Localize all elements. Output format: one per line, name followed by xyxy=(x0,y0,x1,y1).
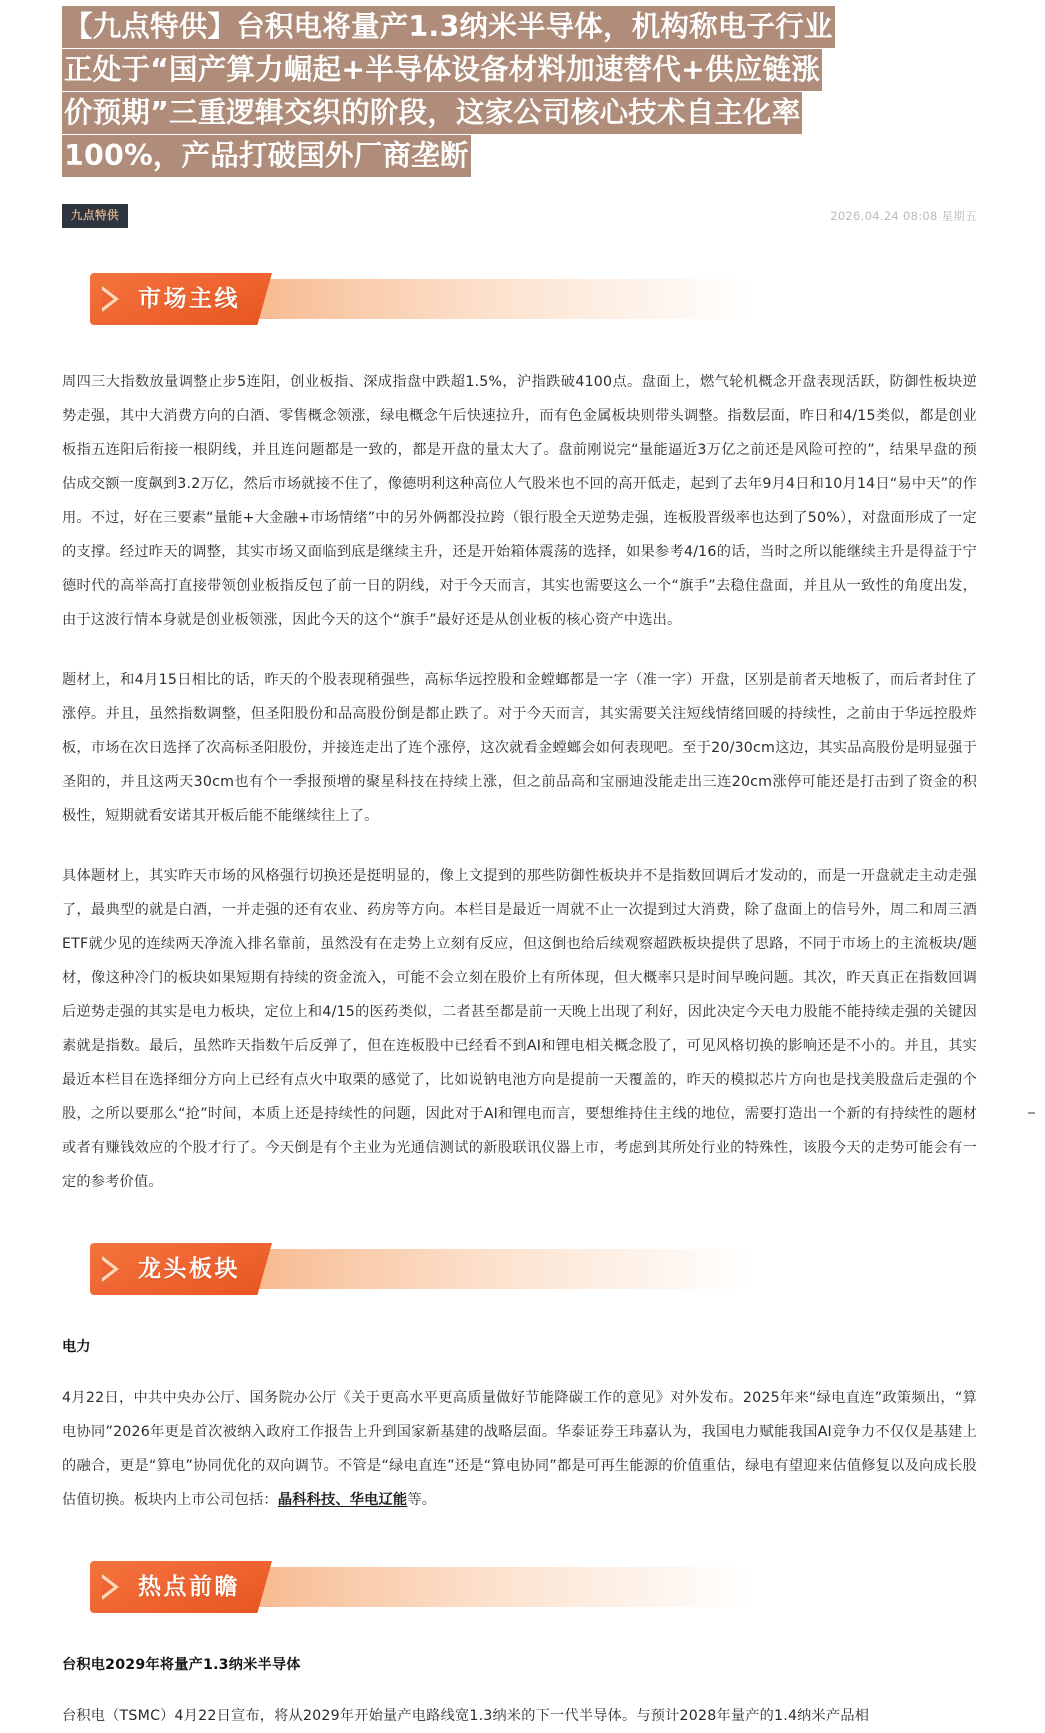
subsection-title: 台积电2029年将量产1.3纳米半导体 xyxy=(62,1657,301,1673)
spacer xyxy=(0,1295,1045,1335)
spacer xyxy=(0,1199,1045,1243)
paragraph-text-tail: 等。 xyxy=(407,1492,437,1508)
section-title: 热点前瞻 xyxy=(138,1574,240,1600)
stock-link[interactable]: 晶科科技、华电辽能 xyxy=(277,1492,408,1508)
spacer xyxy=(0,1613,1045,1653)
paragraph: 题材上，和4月15日相比的话，昨天的个股表现稍强些，高标华远控股和金螳螂都是一字（准一字）开盘，区别是前者天地板了，而后者封住了涨停。并且，虽然指数调整，但圣阳股份和品高股份倒是都止跌了。对于今天而言，其实需要关注短线情绪回暖的持续性，之前由于华远控股炸板，市场在次日选择了次高标圣阳股份，并接连走出了连个涨停，这次就看金螳螂会如何表现吧。至于20/30cm这边，其实品高股份是明显强于圣阳的，并且这两天30cm也有个一季报预增的聚星科技在持续上涨，但之前品高和宝丽迪没能走出三连20cm涨停可能还是打击到了资金的积极性，短期就看安诺其开板后能不能继续往上了。 xyxy=(62,672,977,824)
chevron-right-icon xyxy=(102,286,119,312)
scroll-position-tick[interactable] xyxy=(1028,1112,1035,1114)
section-title: 市场主线 xyxy=(138,286,240,312)
section-title: 龙头板块 xyxy=(138,1256,240,1282)
title-line: 正处于“国产算力崛起+半导体设备材料加速替代+供应链涨 xyxy=(62,49,822,91)
paragraph: 具体题材上，其实昨天市场的风格强行切换还是挺明显的，像上文提到的那些防御性板块并不是指数回调后才发动的，而是一开盘就走主动走强了，最典型的就是白酒，一并走强的还有农业、药房等方向。本栏目是最近一周就不止一次提到过大消费，除了盘面上的信号外，周二和周三酒ETF就少见的连续两天净流入排名靠前，虽然没有在走势上立刻有反应，但这倒也给后续观察超跌板块提供了思路，不同于市场上的主流板块/题材，像这种冷门的板块如果短期有持续的资金流入，可能不会立刻在股价上有所体现，但大概率只是时间早晚问题。其次，昨天真正在指数回调后逆势走强的其实是电力板块，定位上和4/15的医药类似，二者甚至都是前一天晚上出现了利好，因此决定今天电力股能不能持续走强的关键因素就是指数。最后，虽然昨天指数午后反弹了，但在连板股中已经看不到AI和锂电相关概念股了，可见风格切换的影响还是不小的。并且，其实最近本栏目在选择细分方向上已经有点火中取栗的感觉了，比如说钠电池方向是提前一天覆盖的，昨天的模拟芯片方向也是找美股盘后走强的个股，之所以要那么“抢”时间，本质上还是持续性的问题，因此对于AI和锂电而言，要想维持住主线的地位，需要打造出一个新的有持续性的题材或者有赚钱效应的个股才行了。今天倒是有个主业为光通信测试的新股联讯仪器上市，考虑到其所处行业的特殊性，该股今天的走势可能会有一定的参考价值。 xyxy=(62,868,977,1190)
paragraph xyxy=(62,1381,977,1517)
section-banner-hot-outlook xyxy=(90,1561,790,1613)
chevron-right-icon xyxy=(102,1574,119,1600)
source-tag[interactable]: 九点特供 xyxy=(62,204,128,228)
publish-datetime: 2026.04.24 08:08 星期五 xyxy=(830,209,977,223)
paragraph: 台积电（TSMC）4月22日宣布，将从2029年开始量产电路线宽1.3纳米的下一代半导体。与预计2028年量产的1.4纳米产品相 xyxy=(62,1708,870,1724)
spacer xyxy=(0,229,1045,273)
paragraph: 周四三大指数放量调整止步5连阳，创业板指、深成指盘中跌超1.5%，沪指跌破4100点。盘面上，燃气轮机概念开盘表现活跃，防御性板块逆势走强，其中大消费方向的白酒、零售概念领涨，绿电概念午后快速拉升，而有色金属板块则带头调整。指数层面，昨日和4/15类似，都是创业板指五连阳后衔接一根阴线，并且连问题都是一致的，都是开盘的量太大了。盘前刚说完“量能逼近3万亿之前还是风险可控的”，结果早盘的预估成交额一度飙到3.2万亿，然后市场就接不住了，像德明利这种高位人气股米也不回的高开低走，起到了去年9月4日和10月14日“易中天”的作用。不过，好在三要素“量能+大金融+市场情绪”中的另外俩都没拉跨（银行股全天逆势走强，连板股晋级率也达到了50%），对盘面形成了一定的支撑。经过昨天的调整，其实市场又面临到底是继续主升，还是开始箱体震荡的选择，如果参考4/16的话，当时之所以能继续主升是得益于宁德时代的高举高打直接带领创业板指反包了前一日的阴线，对于今天而言，其实也需要这么一个“旗手”去稳住盘面，并且从一致性的角度出发，由于这波行情本身就是创业板领涨，因此今天的这个“旗手”最好还是从创业板的核心资产中选出。 xyxy=(62,374,977,628)
spacer xyxy=(0,1517,1045,1561)
subsection-title: 电力 xyxy=(62,1339,91,1355)
section-body-leading-sector xyxy=(0,1335,1045,1517)
section-body-market-line xyxy=(0,365,1045,1199)
page-title xyxy=(62,6,977,177)
spacer xyxy=(0,325,1045,365)
title-line: 价预期”三重逻辑交织的阶段，这家公司核心技术自主化率 xyxy=(62,92,802,134)
title-line: 【九点特供】台积电将量产1.3纳米半导体，机构称电子行业 xyxy=(62,6,835,48)
article-meta xyxy=(62,203,977,229)
section-banner-leading-sector xyxy=(90,1243,790,1295)
title-line: 100%，产品打破国外厂商垄断 xyxy=(62,135,471,177)
article-header xyxy=(0,0,1045,177)
chevron-right-icon xyxy=(102,1256,119,1282)
section-body-hot-outlook xyxy=(0,1653,1045,1733)
paragraph-text: 4月22日，中共中央办公厅、国务院办公厅《关于更高水平更高质量做好节能降碳工作的意见》对外发布。2025年来“绿电直连”政策频出，“算电协同”2026年更是首次被纳入政府工作报告上升到国家新基建的战略层面。华泰证券王玮嘉认为，我国电力赋能我国AI竞争力不仅仅是基建上的融合，更是“算电”协同优化的双向调节。不管是“绿电直连”还是“算电协同”都是可再生能源的价值重估，绿电有望迎来估值修复以及向成长股估值切换。板块内上市公司包括： xyxy=(62,1390,977,1508)
section-banner-market-line xyxy=(90,273,790,325)
